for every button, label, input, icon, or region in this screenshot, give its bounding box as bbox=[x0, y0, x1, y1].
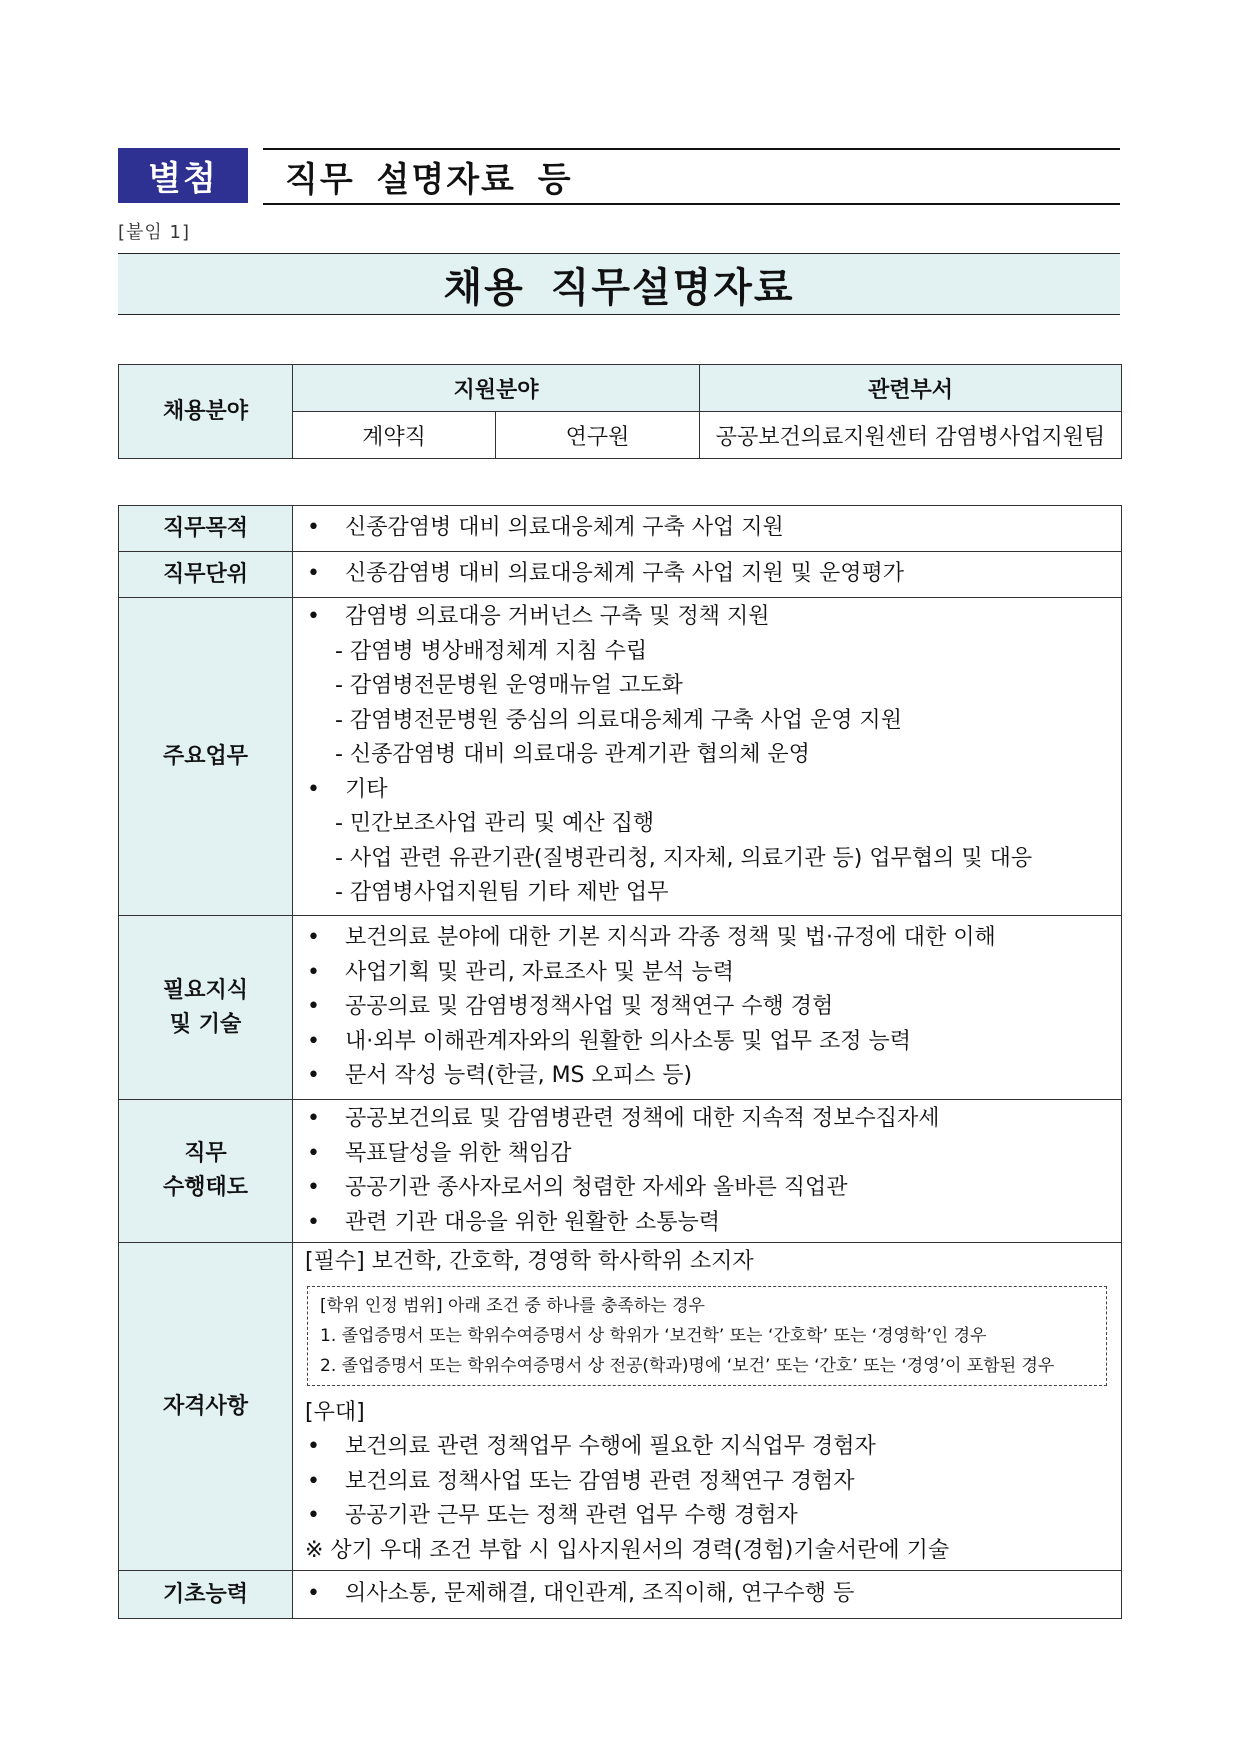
knowledge-item: • 보건의료 분야에 대한 기본 지식과 각종 정책 및 법·규정에 대한 이해 bbox=[305, 921, 1111, 956]
basic-ability-content bbox=[293, 1571, 1122, 1619]
attitude-item: • 관련 기관 대응을 위한 원활한 소통능력 bbox=[305, 1206, 1111, 1241]
duty-item: • 감염병 의료대응 거버넌스 구축 및 정책 지원 bbox=[305, 600, 1111, 635]
knowledge-item: • 문서 작성 능력(한글, MS 오피스 등) bbox=[305, 1059, 1111, 1094]
attitude-label bbox=[119, 1100, 293, 1243]
attitude-item: • 공공기관 종사자로서의 청렴한 자세와 올바른 직업관 bbox=[305, 1171, 1111, 1206]
qualification-label: 자격사항 bbox=[119, 1243, 293, 1571]
preferred-item: • 보건의료 정책사업 또는 감염병 관련 정책연구 경험자 bbox=[305, 1465, 1111, 1500]
knowledge-label-line2: 및 기술 bbox=[169, 1011, 242, 1037]
recruit-table bbox=[118, 364, 1122, 459]
header-rule-bottom bbox=[263, 203, 1120, 205]
knowledge-label bbox=[119, 916, 293, 1100]
attitude-label-line2: 수행태도 bbox=[162, 1175, 248, 1200]
note-line: 1. 졸업증명서 또는 학위수여증명서 상 학위가 ‘보건학’ 또는 ‘간호학’ 또는 ‘경영학’인 경우 bbox=[320, 1325, 987, 1346]
duty-subitem: - 신종감염병 대비 의료대응 관계기관 협의체 운영 bbox=[335, 742, 810, 767]
knowledge-item: • 공공의료 및 감염병정책사업 및 정책연구 수행 경험 bbox=[305, 990, 1111, 1025]
header-title: 직무 설명자료 등 bbox=[285, 159, 573, 200]
basic-ability-item: • 의사소통, 문제해결, 대인관계, 조직이해, 연구수행 등 bbox=[305, 1577, 1111, 1612]
employment-type: 계약직 bbox=[293, 412, 496, 459]
duty-subitem: - 감염병전문병원 중심의 의료대응체계 구축 사업 운영 지원 bbox=[335, 707, 902, 733]
note-line: [학위 인정 범위] 아래 조건 중 하나를 충족하는 경우 bbox=[320, 1295, 705, 1316]
attachment-label: [붙임 1] bbox=[118, 222, 190, 243]
header-rule-top bbox=[263, 148, 1120, 150]
preferred-label: [우대] bbox=[305, 1399, 365, 1425]
purpose-item: • 신종감염병 대비 의료대응체계 구축 사업 지원 bbox=[305, 511, 1111, 546]
purpose-content bbox=[293, 506, 1122, 552]
preferred-remark: ※ 상기 우대 조건 부합 시 입사지원서의 경력(경험)기술서란에 기술 bbox=[305, 1537, 950, 1563]
job-role: 연구원 bbox=[496, 412, 700, 459]
qualification-content bbox=[293, 1243, 1122, 1571]
purpose-label: 직무목적 bbox=[119, 506, 293, 552]
knowledge-content bbox=[293, 916, 1122, 1100]
duty-subitem: - 감염병사업지원팀 기타 제반 업무 bbox=[335, 880, 669, 905]
duty-subitem: - 민간보조사업 관리 및 예산 집행 bbox=[335, 811, 655, 836]
preferred-item: • 공공기관 근무 또는 정책 관련 업무 수행 경험자 bbox=[305, 1499, 1111, 1534]
appendix-badge: 별첨 bbox=[118, 148, 248, 203]
attitude-label-line1: 직무 bbox=[184, 1141, 227, 1166]
duty-subitem: - 사업 관련 유관기관(질병관리청, 지자체, 의료기관 등) 업무협의 및 대응 bbox=[335, 845, 1033, 871]
job-description-table bbox=[118, 505, 1122, 1619]
unit-label: 직무단위 bbox=[119, 552, 293, 598]
recruit-label: 채용분야 bbox=[119, 365, 293, 459]
knowledge-label-line1: 필요지식 bbox=[162, 977, 248, 1003]
knowledge-item: • 사업기획 및 관리, 자료조사 및 분석 능력 bbox=[305, 956, 1111, 991]
attitude-item: • 공공보건의료 및 감염병관련 정책에 대한 지속적 정보수집자세 bbox=[305, 1102, 1111, 1137]
department-header: 관련부서 bbox=[700, 365, 1122, 412]
duty-subitem: - 감염병 병상배정체계 지침 수립 bbox=[335, 638, 648, 664]
basic-ability-label: 기초능력 bbox=[119, 1571, 293, 1619]
attitude-item: • 목표달성을 위한 책임감 bbox=[305, 1137, 1111, 1172]
knowledge-item: • 내·외부 이해관계자와의 원활한 의사소통 및 업무 조정 능력 bbox=[305, 1025, 1111, 1060]
duties-content bbox=[293, 598, 1122, 916]
support-area-header: 지원분야 bbox=[293, 365, 700, 412]
document-title: 채용 직무설명자료 bbox=[118, 253, 1120, 315]
department: 공공보건의료지원센터 감염병사업지원팀 bbox=[700, 412, 1122, 459]
unit-item: • 신종감염병 대비 의료대응체계 구축 사업 지원 및 운영평가 bbox=[305, 557, 1111, 592]
preferred-item: • 보건의료 관련 정책업무 수행에 필요한 지식업무 경험자 bbox=[305, 1430, 1111, 1465]
degree-recognition-note bbox=[307, 1286, 1107, 1386]
unit-content bbox=[293, 552, 1122, 598]
note-line: 2. 졸업증명서 또는 학위수여증명서 상 전공(학과)명에 ‘보건’ 또는 ‘간호’ 또는 ‘경영’이 포함된 경우 bbox=[320, 1355, 1055, 1376]
attitude-content bbox=[293, 1100, 1122, 1243]
duty-subitem: - 감염병전문병원 운영매뉴얼 고도화 bbox=[335, 673, 683, 698]
required-qualification: [필수] 보건학, 간호학, 경영학 학사학위 소지자 bbox=[305, 1249, 754, 1274]
duties-label: 주요업무 bbox=[119, 598, 293, 916]
duty-item: • 기타 bbox=[305, 773, 1111, 808]
